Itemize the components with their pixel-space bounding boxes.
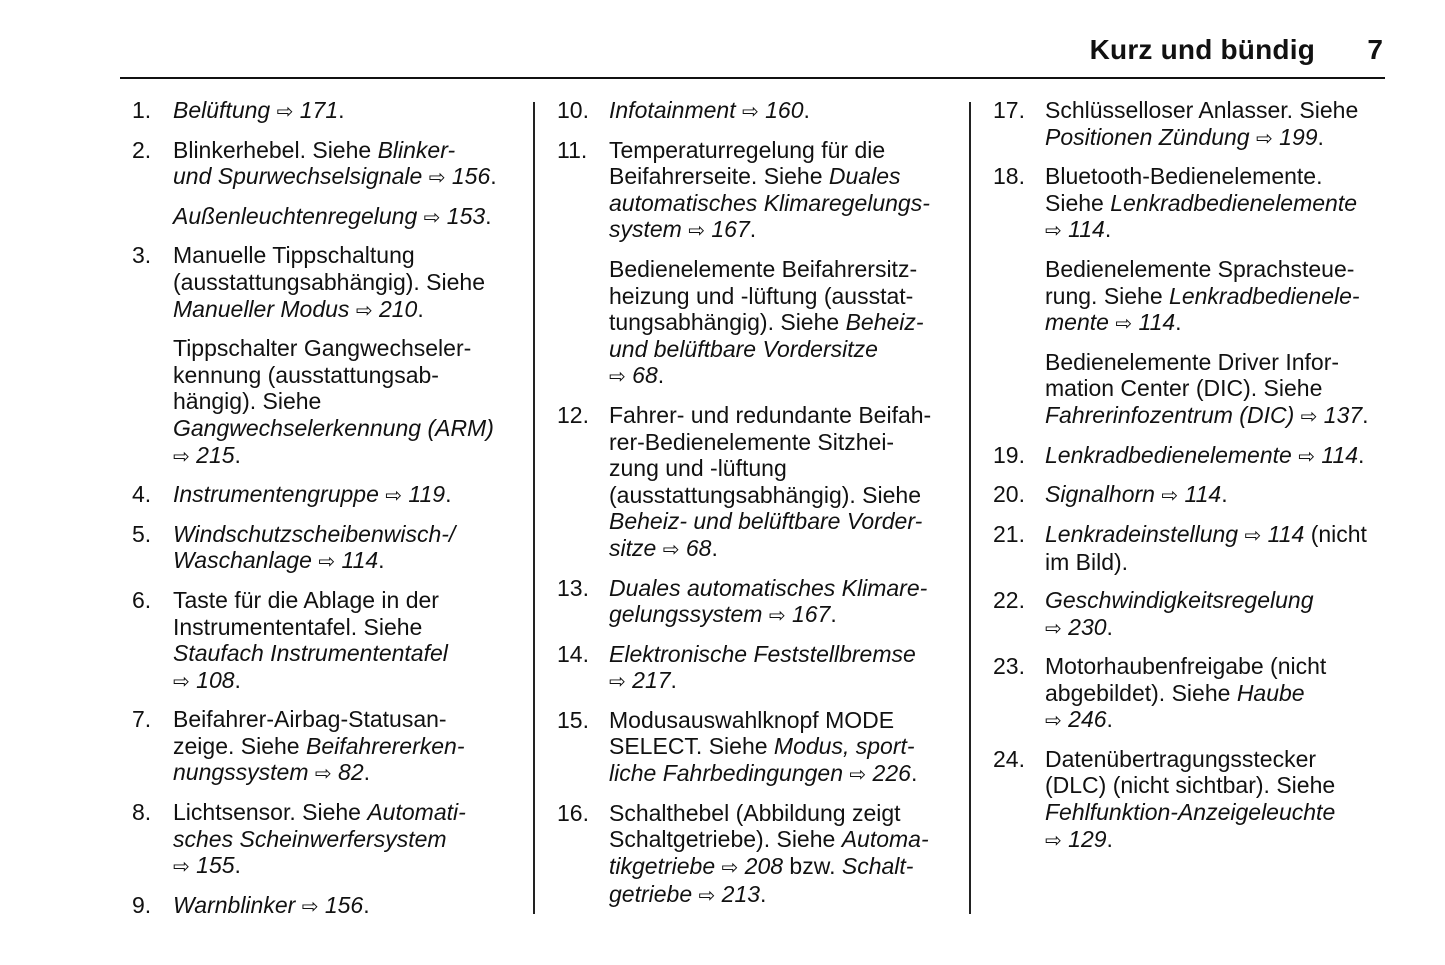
body-text: (ausstattungsabhängig). Siehe — [609, 481, 921, 508]
body-text: Instrumententafel. Siehe — [173, 613, 423, 640]
reference-text: automatisches Klimaregelungs- — [609, 189, 930, 216]
body-text: abgebildet). Siehe — [1045, 679, 1237, 706]
reference-text: Duales — [828, 163, 901, 190]
item-number: 11. — [557, 136, 588, 163]
column-3 — [993, 97, 1393, 865]
body-text: . — [234, 852, 241, 879]
page-reference-arrow-icon: ⇨ — [768, 605, 786, 628]
page-reference-arrow-icon: ⇨ — [609, 366, 626, 389]
page-reference-arrow-icon: ⇨ — [318, 551, 336, 574]
reference-text: Lenkradeinstellung — [1045, 520, 1245, 547]
legend-item — [132, 97, 524, 126]
page-reference-arrow-icon: ⇨ — [355, 299, 373, 322]
item-number: 3. — [132, 242, 152, 269]
reference-text: Automati- — [367, 799, 466, 826]
reference-text: 108 — [189, 666, 235, 693]
page-reference-arrow-icon: ⇨ — [1045, 617, 1062, 640]
legend-item — [132, 481, 524, 510]
page-reference-arrow-icon: ⇨ — [276, 101, 294, 123]
legend-item — [132, 799, 524, 881]
page-reference-arrow-icon: ⇨ — [428, 167, 446, 190]
legend-item — [132, 706, 524, 788]
reference-text: 167 — [785, 601, 831, 628]
legend-item — [993, 587, 1393, 642]
reference-text: tikgetriebe — [609, 852, 722, 879]
reference-text: Windschutzscheibenwisch-/ — [173, 520, 456, 547]
item-number: 19. — [993, 441, 1025, 468]
page-reference-arrow-icon: ⇨ — [314, 763, 332, 786]
body-text: Fahrer- und redundante Beifah- — [609, 401, 932, 428]
page-reference-arrow-icon: ⇨ — [1045, 829, 1062, 852]
item-number: 7. — [132, 706, 152, 733]
body-text: . — [657, 362, 665, 389]
item-number: 12. — [557, 401, 589, 428]
reference-text: 210 — [372, 295, 418, 322]
body-text: . — [760, 881, 767, 908]
body-text: heizung und -lüftung (ausstat- — [609, 282, 914, 309]
page-reference-arrow-icon: ⇨ — [173, 856, 190, 879]
body-text: . — [363, 891, 370, 918]
column-divider-2 — [969, 102, 971, 914]
reference-text: sitze — [609, 534, 663, 561]
reference-text: Waschanlage — [173, 547, 319, 574]
legend-subitem — [993, 256, 1393, 338]
body-text: Siehe — [1045, 189, 1111, 216]
page-reference-arrow-icon: ⇨ — [688, 220, 705, 243]
page-reference-arrow-icon: ⇨ — [609, 671, 626, 694]
reference-text: 208 — [738, 852, 784, 879]
reference-text: system — [609, 216, 689, 243]
reference-text: 114 — [1314, 441, 1359, 468]
reference-text: 114 — [1061, 216, 1105, 243]
body-text: . — [1106, 706, 1113, 733]
item-number: 1. — [132, 97, 152, 123]
body-text: . — [1362, 401, 1369, 428]
body-text: rung. Siehe — [1045, 282, 1170, 309]
body-text: . — [749, 216, 757, 243]
body-text: Manuelle Tippschaltung — [173, 242, 415, 269]
page-reference-arrow-icon: ⇨ — [423, 206, 441, 229]
body-text: (ausstattungsabhängig). Siehe — [173, 268, 485, 295]
reference-text: Modus, sport- — [773, 733, 915, 760]
body-text: Schaltgetriebe). Siehe — [609, 826, 842, 853]
reference-text: 119 — [402, 481, 446, 508]
item-number: 22. — [993, 586, 1025, 613]
reference-text: Haube — [1236, 679, 1305, 706]
body-text: . — [1175, 309, 1182, 336]
body-text: hängig). Siehe — [173, 388, 322, 415]
reference-text: 199 — [1272, 123, 1318, 150]
legend-item — [557, 137, 957, 245]
legend-item — [993, 481, 1393, 510]
body-text: Datenübertragungsstecker — [1045, 745, 1317, 772]
body-text: . — [234, 666, 241, 693]
body-text: Schlüsselloser Anlasser. Siehe — [1045, 97, 1359, 123]
body-text: . — [1317, 123, 1324, 150]
item-number: 24. — [993, 745, 1025, 772]
reference-text: 226 — [866, 760, 911, 787]
body-text: Schalthebel (Abbildung zeigt — [609, 799, 901, 826]
reference-text: liche Fahrbedingungen — [609, 760, 850, 787]
reference-text: Belüftung — [173, 97, 277, 123]
page-reference-arrow-icon: ⇨ — [1300, 405, 1318, 428]
page-header — [120, 30, 1385, 78]
page-reference-arrow-icon: ⇨ — [1298, 445, 1315, 468]
reference-text: gelungssystem — [609, 601, 769, 628]
reference-text: 114 — [1261, 520, 1305, 547]
legend-item — [557, 800, 957, 910]
reference-text: Beifahrererken- — [305, 732, 465, 759]
reference-text: nungssystem — [173, 759, 315, 786]
page-reference-arrow-icon: ⇨ — [1045, 220, 1062, 243]
reference-text: sches Scheinwerfersystem — [173, 825, 447, 852]
body-text: . — [1221, 481, 1228, 508]
reference-text: 82 — [331, 759, 364, 786]
legend-item — [993, 746, 1393, 854]
body-text: Beifahrerseite. Siehe — [609, 163, 829, 190]
reference-text: 68 — [625, 362, 658, 389]
page-reference-arrow-icon: ⇨ — [1256, 127, 1273, 150]
body-text: . — [711, 534, 718, 561]
reference-text: Duales automatisches Klimare- — [609, 574, 928, 601]
reference-text: Beheiz- — [845, 309, 924, 336]
reference-text: Positionen Zündung — [1045, 123, 1256, 150]
legend-item — [557, 575, 957, 630]
reference-text: 246 — [1061, 706, 1107, 733]
page-reference-arrow-icon: ⇨ — [662, 538, 680, 561]
page-reference-arrow-icon: ⇨ — [173, 670, 190, 693]
item-number: 17. — [993, 97, 1025, 123]
reference-text: Staufach Instrumententafel — [173, 640, 448, 667]
body-text: . — [803, 97, 810, 123]
body-text: bzw. — [783, 852, 842, 879]
body-text: Modusauswahlknopf MODE — [609, 706, 895, 733]
body-text: tungsabhängig). Siehe — [609, 309, 846, 336]
reference-text: 153 — [440, 202, 486, 229]
body-text: Tippschalter Gangwechseler- — [173, 335, 472, 362]
body-text: . — [485, 202, 492, 229]
body-text: Motorhaubenfreigabe (nicht — [1045, 653, 1327, 680]
column-2 — [557, 97, 957, 921]
reference-text: Fahrerinfozentrum (DIC) — [1045, 401, 1301, 428]
item-number: 15. — [557, 706, 589, 733]
body-text: . — [1106, 613, 1113, 640]
body-text: . — [445, 481, 452, 508]
reference-text: 114 — [1178, 481, 1222, 508]
reference-text: getriebe — [609, 881, 699, 908]
body-text: zeige. Siehe — [173, 732, 306, 759]
body-text: kennung (ausstattungsab- — [173, 361, 439, 388]
page-reference-arrow-icon: ⇨ — [301, 895, 319, 918]
page-reference-arrow-icon: ⇨ — [385, 485, 403, 508]
item-number: 13. — [557, 574, 589, 601]
reference-text: Gangwechselerkennung (ARM) — [173, 414, 494, 441]
legend-item — [993, 163, 1393, 245]
item-number: 16. — [557, 799, 589, 826]
legend-item — [557, 641, 957, 696]
reference-text: 213 — [715, 881, 761, 908]
reference-text: Automa- — [841, 826, 929, 853]
page-reference-arrow-icon: ⇨ — [1115, 313, 1133, 336]
legend-subitem — [557, 256, 957, 391]
reference-text: Manueller Modus — [173, 295, 356, 322]
reference-text: 215 — [189, 441, 235, 468]
item-number: 21. — [993, 520, 1025, 547]
legend-item — [557, 97, 957, 126]
reference-text: 167 — [705, 216, 750, 243]
reference-text: 156 — [445, 163, 491, 190]
reference-text: 114 — [1132, 309, 1176, 336]
reference-text: Außenleuchtenregelung — [173, 202, 424, 229]
item-number: 2. — [132, 136, 152, 163]
reference-text: Warnblinker — [173, 891, 302, 918]
legend-item — [132, 242, 524, 324]
legend-item — [132, 587, 524, 695]
item-number: 8. — [132, 799, 152, 826]
body-text: . — [830, 601, 837, 628]
body-text: (nicht — [1304, 520, 1367, 547]
reference-text: 129 — [1061, 825, 1107, 852]
reference-text: Beheiz- und belüftbare Vorder- — [609, 508, 923, 535]
item-number: 20. — [993, 481, 1025, 508]
reference-text: 156 — [318, 891, 364, 918]
page-reference-arrow-icon: ⇨ — [173, 445, 190, 468]
item-number: 4. — [132, 481, 152, 508]
legend-item — [132, 521, 524, 576]
reference-text: 137 — [1317, 401, 1363, 428]
page-reference-arrow-icon: ⇨ — [698, 885, 716, 908]
legend-item — [557, 402, 957, 564]
body-text: . — [490, 163, 497, 190]
item-number: 6. — [132, 586, 152, 613]
reference-text: Geschwindigkeitsregelung — [1045, 586, 1314, 613]
legend-subitem — [132, 335, 524, 470]
section-title: Kurz und bündig — [1089, 34, 1315, 65]
reference-text: 68 — [679, 534, 712, 561]
column-1 — [132, 97, 524, 931]
item-number: 10. — [557, 97, 589, 123]
reference-text: und belüftbare Vordersitze — [609, 335, 878, 362]
header-rule — [120, 77, 1385, 79]
legend-item — [993, 521, 1393, 576]
body-text: Temperaturregelung für die — [609, 136, 886, 163]
reference-text: 160 — [758, 97, 804, 123]
page-reference-arrow-icon: ⇨ — [1161, 485, 1179, 508]
item-number: 14. — [557, 640, 589, 667]
reference-text: Elektronische Feststellbremse — [609, 640, 916, 667]
reference-text: Blinker- — [377, 136, 456, 163]
reference-text: und Spurwechselsignale — [173, 163, 429, 190]
body-text: im Bild). — [1045, 549, 1129, 576]
body-text: Lichtsensor. Siehe — [173, 799, 368, 826]
body-text: . — [1106, 825, 1113, 852]
body-text: (DLC) (nicht sichtbar). Siehe — [1045, 772, 1336, 799]
legend-item — [557, 707, 957, 789]
body-text: SELECT. Siehe — [609, 733, 774, 760]
item-number: 5. — [132, 520, 152, 547]
reference-text: mente — [1045, 309, 1116, 336]
column-divider-1 — [533, 102, 535, 914]
reference-text: Schalt- — [841, 852, 914, 879]
legend-item — [993, 442, 1393, 471]
page-reference-arrow-icon: ⇨ — [721, 856, 739, 879]
reference-text: Lenkradbedienele- — [1169, 282, 1360, 309]
item-number: 18. — [993, 163, 1025, 190]
body-text: . — [1358, 441, 1365, 468]
reference-text: Lenkradbedienelemente — [1045, 441, 1299, 468]
reference-text: Infotainment — [609, 97, 742, 123]
body-text: . — [910, 760, 918, 787]
reference-text: 155 — [189, 852, 235, 879]
legend-item — [993, 653, 1393, 735]
body-text: . — [417, 295, 424, 322]
page-reference-arrow-icon: ⇨ — [741, 101, 759, 123]
item-number: 23. — [993, 653, 1025, 680]
legend-item — [132, 892, 524, 921]
body-text: Blinkerhebel. Siehe — [173, 136, 378, 163]
reference-text: 230 — [1061, 613, 1107, 640]
body-text: . — [670, 667, 677, 694]
body-text: . — [1104, 216, 1112, 243]
reference-text: 217 — [625, 667, 671, 694]
legend-item — [132, 137, 524, 192]
page-reference-arrow-icon: ⇨ — [1244, 524, 1262, 547]
reference-text: 114 — [335, 547, 379, 574]
body-text: zung und -lüftung — [609, 455, 787, 482]
reference-text: Fehlfunktion-Anzeigeleuchte — [1045, 799, 1336, 826]
reference-text: Lenkradbedienelemente — [1110, 189, 1358, 216]
item-number: 9. — [132, 891, 152, 918]
body-text: Bedienelemente Beifahrersitz- — [609, 255, 918, 282]
reference-text: 171 — [293, 97, 339, 123]
body-text: mation Center (DIC). Siehe — [1045, 375, 1323, 402]
body-text: rer-Bedienelemente Sitzhei- — [609, 428, 895, 455]
body-text: Beifahrer-Airbag-Statusan- — [173, 706, 447, 733]
body-text: . — [338, 97, 345, 123]
body-text: Bluetooth-Bedienelemente. — [1045, 163, 1323, 190]
legend-item — [993, 97, 1393, 152]
body-text: . — [234, 441, 241, 468]
legend-subitem — [132, 203, 524, 232]
reference-text: Signalhorn — [1045, 481, 1162, 508]
body-text: Bedienelemente Sprachsteue- — [1045, 255, 1355, 282]
page-reference-arrow-icon: ⇨ — [1045, 710, 1062, 733]
body-text: Taste für die Ablage in der — [173, 586, 439, 613]
page-reference-arrow-icon: ⇨ — [849, 764, 867, 787]
legend-subitem — [993, 349, 1393, 431]
reference-text: Instrumentengruppe — [173, 481, 386, 508]
body-text: . — [363, 759, 371, 786]
page-number: 7 — [1367, 34, 1383, 65]
body-text: . — [378, 547, 385, 574]
body-text: Bedienelemente Driver Infor- — [1045, 348, 1340, 375]
